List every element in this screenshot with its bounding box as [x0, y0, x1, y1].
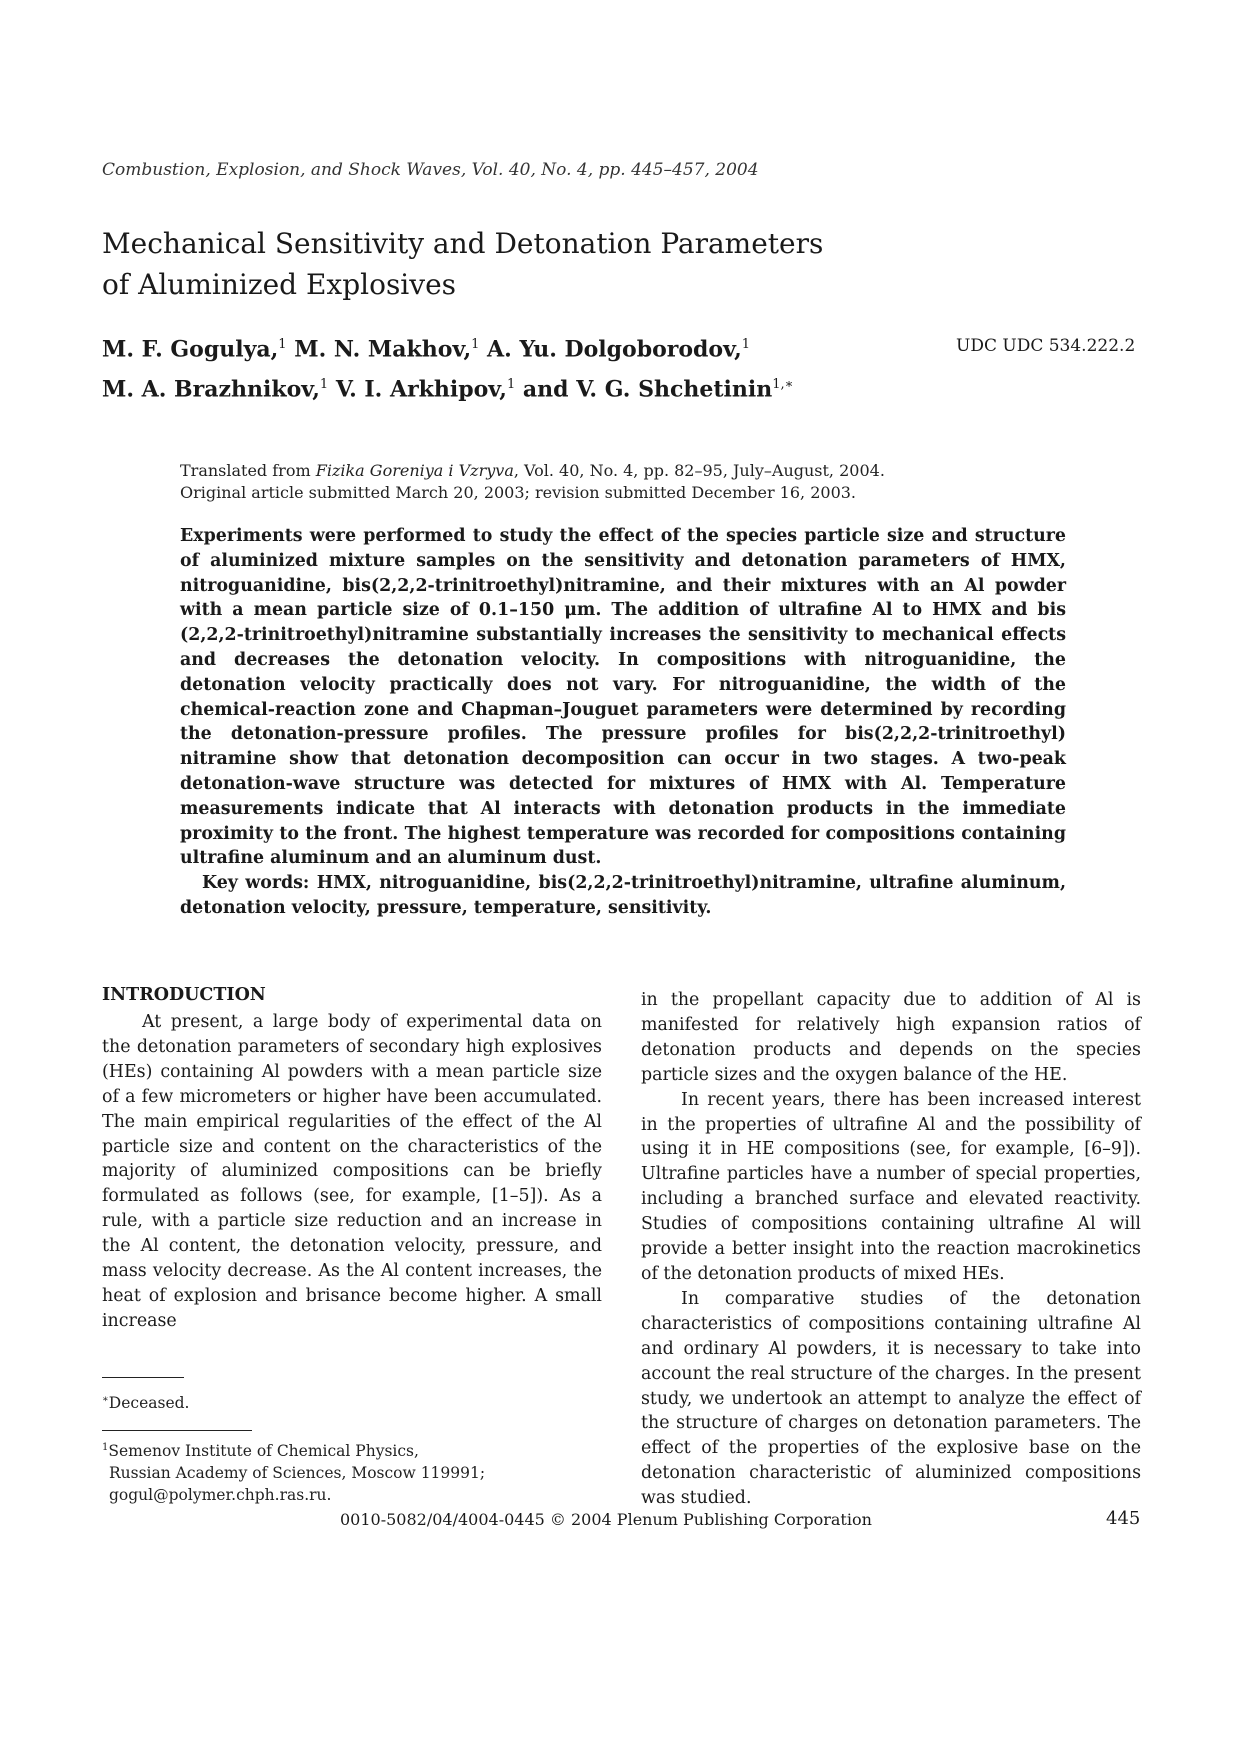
author-name: A. Yu. Dolgoborodov, [479, 336, 742, 363]
intro-paragraph: In recent years, there has been increased interest in the properties of ultrafine Al and the possibility of using it in HE compositions (see, for example, [6–9]). Ultrafine particles have a number of special properties, including a branched surface and elevated reactivity. Studies of compositions containing ultrafine Al will provide a better insight into the reaction macrokinetics of the detonation products of mixed HEs. [641, 1089, 1141, 1284]
footnote-divider [102, 1377, 184, 1378]
section-heading: INTRODUCTION [102, 985, 266, 1005]
page-number: 445 [1106, 1508, 1141, 1529]
udc-code: UDC UDC 534.222.2 [956, 336, 1136, 356]
affiliation-email: gogul@polymer.chph.ras.ru. [109, 1486, 332, 1505]
author-name: V. I. Arkhipov, [328, 376, 507, 403]
author-list [102, 327, 882, 408]
source-journal: Fizika Goreniya i Vzryva [315, 461, 514, 480]
footnote-deceased [102, 1389, 189, 1414]
author-affiliation-mark: 1 [471, 337, 480, 352]
submission-dates: Original article submitted March 20, 2003; revision submitted December 16, 2003. [180, 483, 857, 502]
author-name: M. N. Makhov, [286, 336, 472, 363]
intro-paragraph: In comparative studies of the detonation characteristics of compositions containing ultrafine Al and ordinary Al powders, it is necessary to take into account the real structure of the charges. In the present study, we undertook an attempt to analyze the effect of the structure of charges on detonation parameters. The effect of the properties of the explosive base on the detonation characteristic of aluminized compositions was studied. [641, 1288, 1141, 1509]
footnote-divider [102, 1430, 252, 1431]
author-affiliation-mark: 1 [278, 337, 287, 352]
intro-paragraph-continued: in the propellant capacity due to addition of Al is manifested for relatively high expansion ratios of detonation products and depends on the species particle sizes and the oxygen balance of the HE. [641, 990, 1141, 1085]
left-column [102, 1010, 602, 1334]
authors-line-1 [102, 327, 882, 367]
authors-line-2 [102, 367, 882, 407]
translation-note [180, 460, 1080, 504]
translated-from-prefix: Translated from [180, 461, 316, 480]
footnote-mark: 1 [102, 1442, 109, 1453]
footnote-affiliation [102, 1437, 562, 1506]
author-name: M. A. Brazhnikov, [102, 376, 320, 403]
affiliation-line [102, 1437, 562, 1462]
author-name: and V. G. Shchetinin [515, 376, 773, 403]
author-affiliation-mark: 1 [319, 377, 329, 393]
intro-paragraph: At present, a large body of experimental data on the detonation parameters of secondary high explosives (HEs) containing Al powders with a mean particle size of a few micrometers or higher have been accumulated. The main empirical regularities of the effect of the Al particle size and content on the characteristics of the majority of aluminized compositions can be briefly formulated as follows (see, for example, [1–5]). As a rule, with a particle size reduction and an increase in the Al content, the detonation velocity, pressure, and mass velocity decrease. As the Al content increases, the heat of explosion and brisance become higher. A small increase [102, 1012, 602, 1331]
translated-from-suffix: , Vol. 40, No. 4, pp. 82–95, July–August, 2004. [513, 461, 885, 480]
footnote-text: Deceased. [108, 1394, 190, 1413]
author-name: M. F. Gogulya, [102, 336, 279, 363]
keywords: Key words: HMX, nitroguanidine, bis(2,2,2-trinitroethyl)nitramine, ultrafine aluminum, detonation velocity, pressure, temperature, sensitivity. [180, 873, 1066, 918]
abstract [180, 524, 1066, 921]
author-affiliation-mark: 1 [741, 337, 751, 352]
footnote-mark: ∗ [102, 1394, 109, 1405]
affiliation-line: Russian Academy of Sciences, Moscow 119991; [109, 1464, 486, 1483]
journal-citation: Combustion, Explosion, and Shock Waves, Vol. 40, No. 4, pp. 445–457, 2004 [102, 160, 759, 180]
copyright-footer: 0010-5082/04/4004-0445 © 2004 Plenum Publishing Corporation [340, 1510, 872, 1529]
author-affiliation-mark: 1,∗ [772, 377, 794, 393]
affiliation-text: Semenov Institute of Chemical Physics, [108, 1442, 419, 1461]
translated-from [180, 460, 1080, 482]
title-line-1: Mechanical Sensitivity and Detonation Parameters [102, 227, 824, 260]
abstract-text: Experiments were performed to study the effect of the species particle size and structure of aluminized mixture samples on the sensitivity and detonation parameters of HMX, nitroguanidine, bis(2,2,2-trinitroethyl)nitramine, and their mixtures with an Al powder with a mean particle size of 0.1–150 μm. The addition of ultrafine Al to HMX and bis (2,2,2-trinitroethyl)nitramine substantially increases the sensitivity to mechanical effects and decreases the detonation velocity. In compositions with nitroguanidine, the detonation velocity practically does not vary. For nitroguanidine, the width of the chemical-reaction zone and Chapman–Jouguet parameters were determined by recording the detonation-pressure profiles. The pressure profiles for bis(2,2,2-trinitroethyl) nitramine show that detonation decomposition can occur in two stages. A two-peak detonation-wave structure was detected for mixtures of HMX with Al. Temperature measurements indicate that Al interacts with detonation products in the immediate proximity to the front. The highest temperature was recorded for compositions containing ultrafine aluminum and an aluminum dust. [180, 526, 1066, 869]
right-column [641, 988, 1141, 1511]
title-line-2: of Aluminized Explosives [102, 268, 457, 301]
author-affiliation-mark: 1 [506, 377, 516, 393]
paper-title [102, 223, 922, 305]
